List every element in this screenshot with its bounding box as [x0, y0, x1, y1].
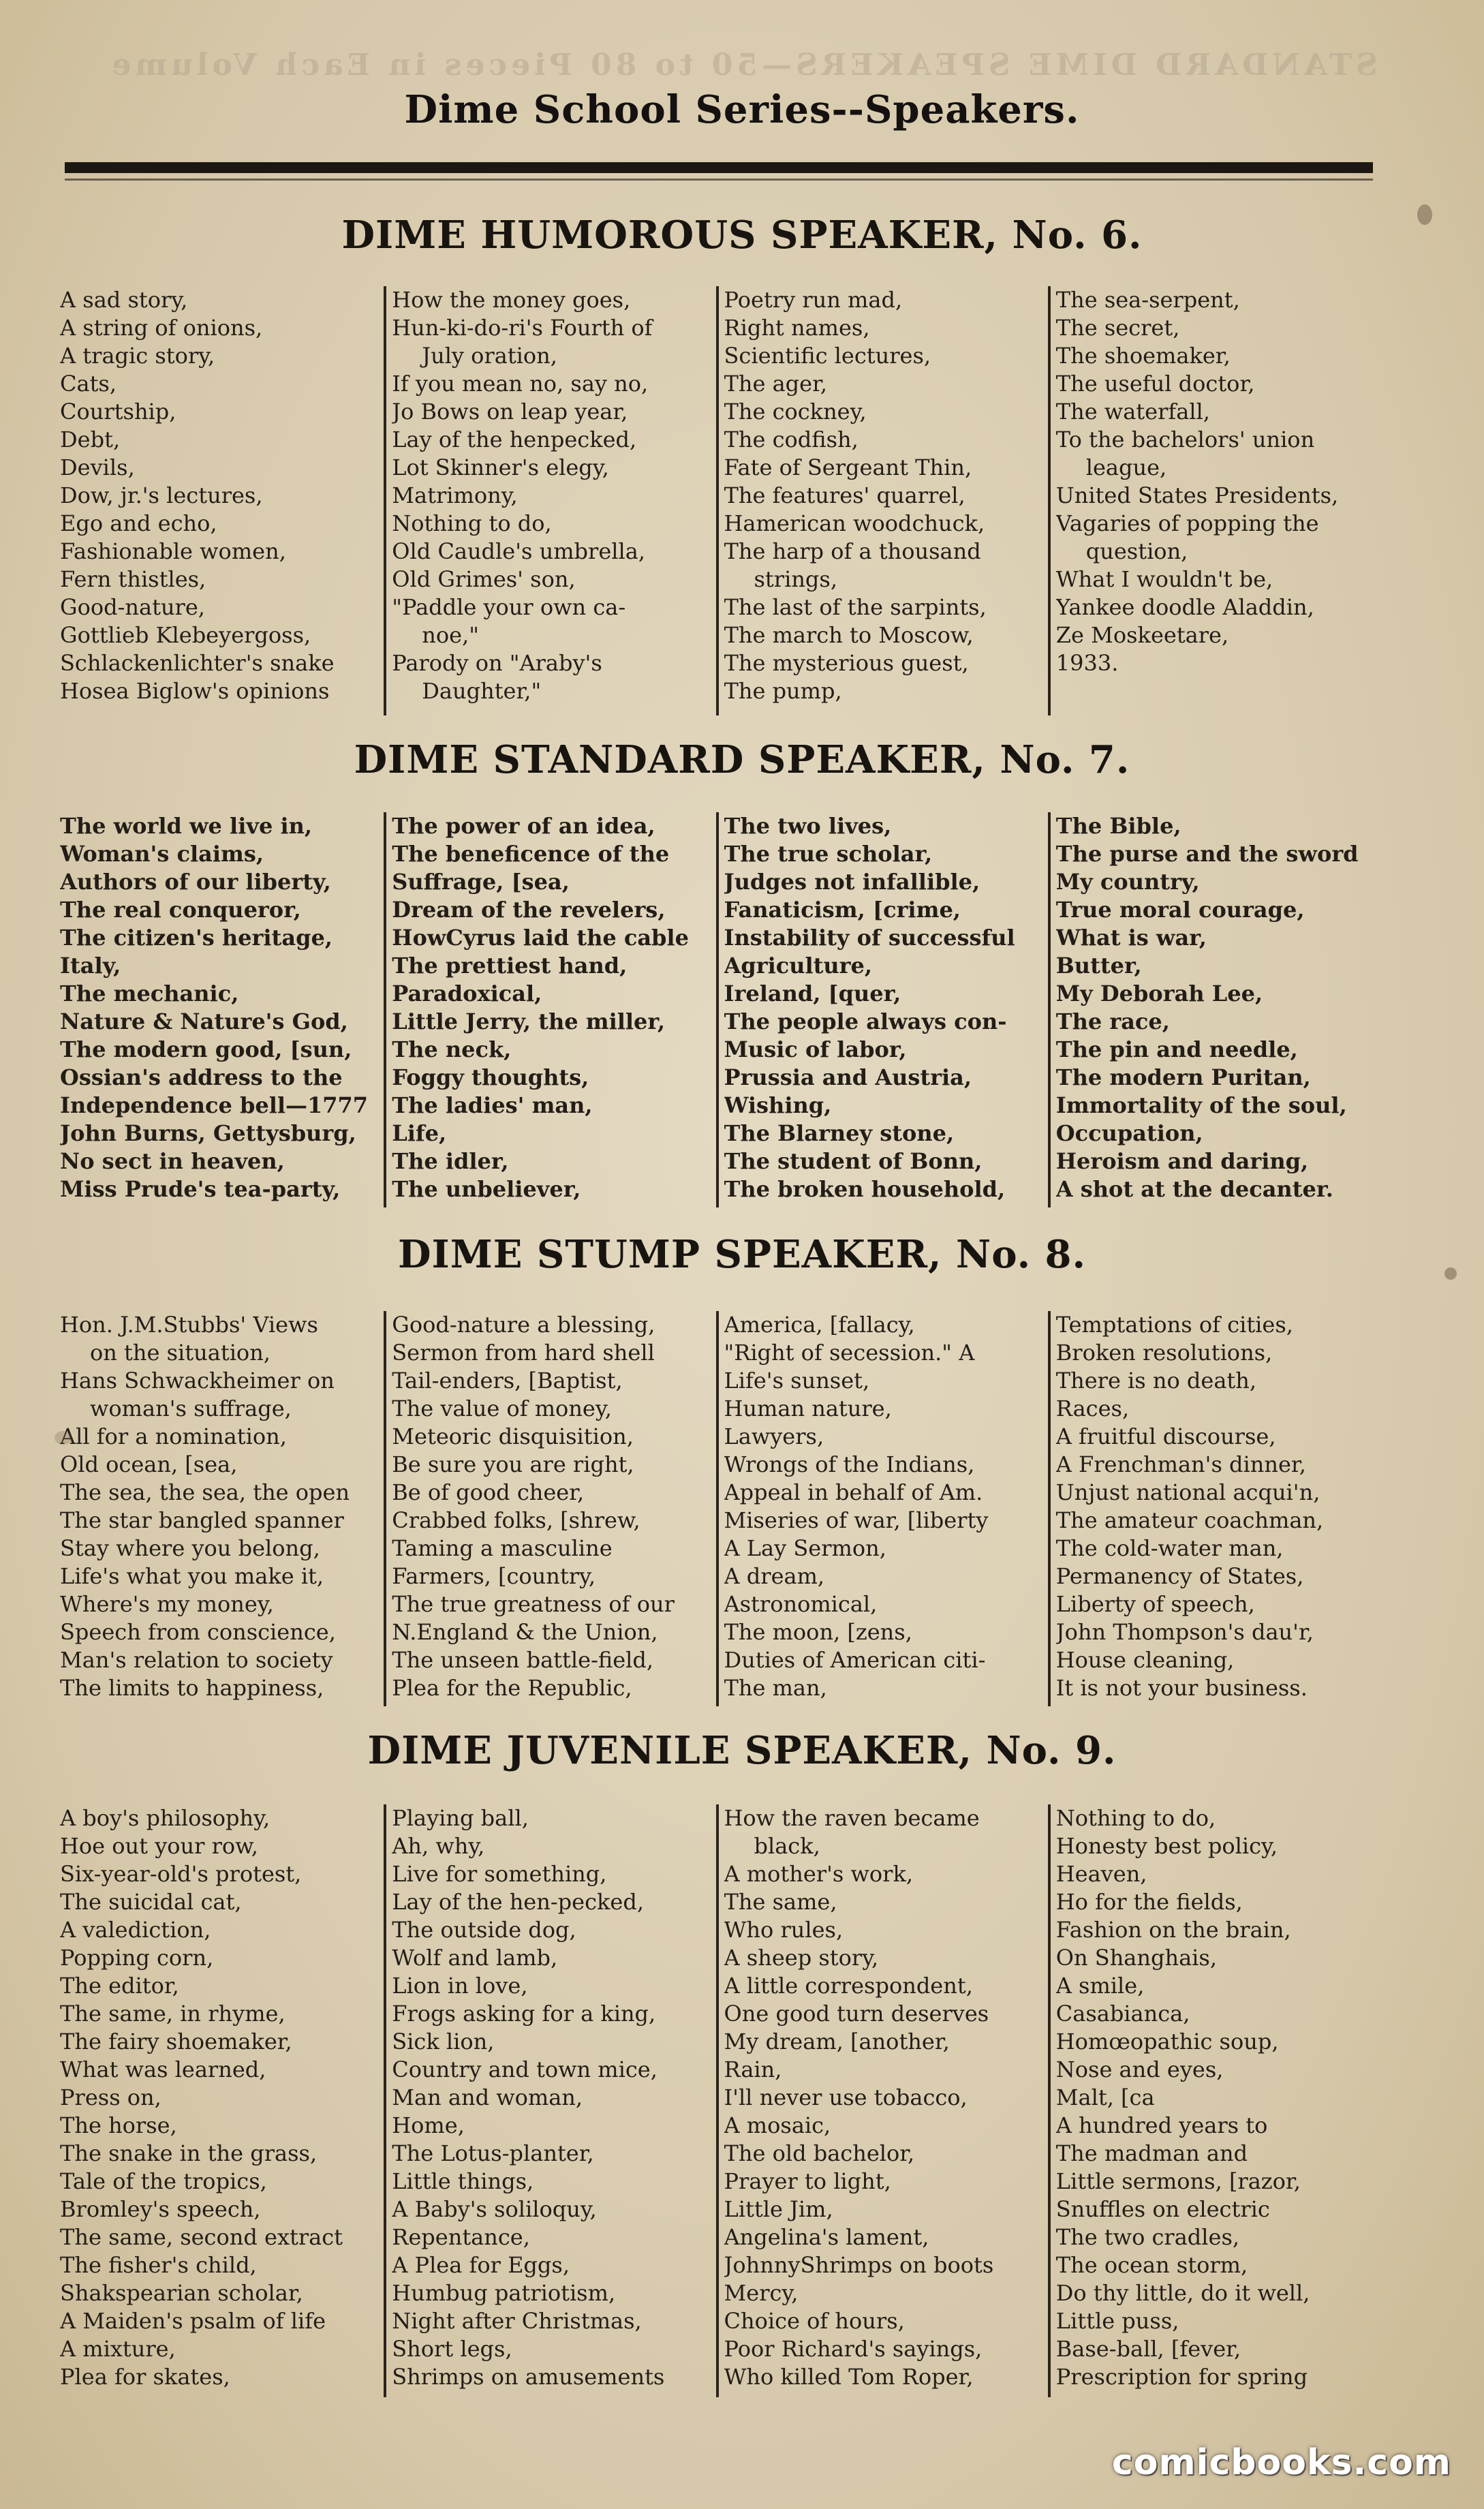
speech-title: Meteoric disquisition, [392, 1423, 634, 1449]
speech-title: Crabbed folks, [shrew, [392, 1507, 640, 1533]
speech-title: The ocean storm, [1055, 2252, 1248, 2278]
speech-title: Hon. J.M.Stubbs' Views [60, 1312, 318, 1338]
speech-title: JohnnyShrimps on boots [724, 2252, 994, 2278]
speech-title: Lay of the hen-pecked, [392, 1889, 644, 1915]
speech-title: Where's my money, [60, 1591, 274, 1617]
title-column [55, 812, 386, 1207]
speech-title: Judges not infallible, [724, 869, 980, 895]
speech-title: Liberty of speech, [1055, 1591, 1255, 1617]
speech-title: Temptations of cities, [1055, 1312, 1293, 1338]
speech-title: Heroism and daring, [1055, 1148, 1309, 1174]
speech-title: Frogs asking for a king, [392, 2001, 656, 2027]
speech-title: A dream, [724, 1563, 825, 1589]
speech-title: Wishing, [724, 1092, 832, 1118]
speech-title: Ireland, [quer, [724, 981, 901, 1006]
speech-title: Wrongs of the Indians, [724, 1451, 975, 1477]
speech-title: Life's sunset, [724, 1368, 870, 1394]
speech-title: Man and woman, [392, 2084, 583, 2110]
speech-title: Schlackenlichter's snake [60, 650, 335, 676]
speech-title: Authors of our liberty, [60, 869, 331, 895]
speech-title: Jo Bows on leap year, [392, 399, 628, 425]
speech-title: Choice of hours, [724, 2308, 905, 2334]
title-column [55, 286, 386, 715]
speech-title: Hamerican woodchuck, [724, 510, 985, 536]
speech-title: Press on, [60, 2084, 161, 2110]
speech-title: Shakspearian scholar, [60, 2280, 303, 2306]
speech-title: Popping corn, [60, 1945, 214, 1971]
speech-title: Sick lion, [392, 2029, 495, 2054]
speech-title: The march to Moscow, [724, 622, 974, 648]
speech-title: Daughter," [422, 678, 542, 704]
speech-title: The beneficence of the [392, 841, 670, 867]
header-rule [65, 162, 1373, 173]
speech-title: Dream of the revelers, [392, 897, 666, 923]
speech-title: The race, [1055, 1009, 1170, 1034]
speech-title: A smile, [1055, 1973, 1145, 1999]
speech-title: Duties of American citi- [724, 1647, 986, 1673]
speech-title: A Baby's soliloquy, [392, 2196, 597, 2222]
speech-title: Tale of the tropics, [60, 2168, 267, 2194]
speech-title: Immortality of the soul, [1055, 1092, 1347, 1118]
speech-title: There is no death, [1055, 1368, 1257, 1394]
speech-title: The purse and the sword [1055, 841, 1359, 867]
title-column [55, 1311, 386, 1706]
speech-title: The unbeliever, [392, 1176, 581, 1202]
speech-title: True moral courage, [1055, 897, 1305, 923]
speech-title: Astronomical, [724, 1591, 878, 1617]
speech-title: A shot at the decanter. [1055, 1176, 1333, 1202]
title-column [386, 1804, 718, 2397]
speech-title: The pin and needle, [1055, 1036, 1298, 1062]
speech-title: The limits to happiness, [60, 1675, 324, 1701]
speech-title: House cleaning, [1055, 1647, 1235, 1673]
speech-title: The people always con- [724, 1009, 1007, 1034]
speech-title: Dow, jr.'s lectures, [60, 482, 263, 508]
speech-title: Butter, [1055, 953, 1142, 979]
speech-title: Old ocean, [sea, [60, 1451, 238, 1477]
speech-title: "Right of secession." A [724, 1340, 975, 1366]
speech-title: The fairy shoemaker, [60, 2029, 292, 2054]
speech-title: Paradoxical, [392, 981, 542, 1006]
speech-title: A little correspondent, [724, 1973, 973, 1999]
speech-title: Man's relation to society [60, 1647, 333, 1673]
speech-title: Permanency of States, [1055, 1563, 1304, 1589]
speech-title: Humbug patriotism, [392, 2280, 616, 2306]
speech-title: The Bible, [1055, 813, 1181, 839]
speech-title: Prescription for spring [1055, 2364, 1308, 2390]
speech-title: A valediction, [60, 1917, 211, 1943]
speech-title: Suffrage, [sea, [392, 869, 570, 895]
speech-title: Fashionable women, [60, 538, 286, 564]
speech-title: The modern Puritan, [1055, 1064, 1311, 1090]
speech-title: Mercy, [724, 2280, 799, 2306]
speech-title: What is war, [1055, 925, 1207, 951]
title-column [719, 286, 1051, 715]
speech-title: Woman's claims, [60, 841, 264, 867]
speech-title: The real conqueror, [60, 897, 301, 923]
header-rule-thin [65, 179, 1373, 181]
speech-title: A sheep story, [724, 1945, 879, 1971]
speech-title: Ze Moskeetare, [1055, 622, 1229, 648]
speech-title: Live for something, [392, 1861, 607, 1887]
speech-title: The shoemaker, [1055, 343, 1231, 369]
speech-title: Angelina's lament, [724, 2224, 929, 2250]
speech-title: Base-ball, [fever, [1055, 2336, 1241, 2362]
speech-title: Playing ball, [392, 1805, 529, 1831]
speech-title: Courtship, [60, 399, 176, 425]
speech-title: Farmers, [country, [392, 1563, 596, 1589]
speech-title: My dream, [another, [724, 2029, 950, 2054]
speech-title: Who killed Tom Roper, [724, 2364, 974, 2390]
speech-title: Gottlieb Klebeyergoss, [60, 622, 311, 648]
speech-title: Parody on "Araby's [392, 650, 602, 676]
speech-title: Poetry run mad, [724, 287, 903, 313]
speech-title: Races, [1055, 1396, 1130, 1421]
speech-title: strings, [754, 566, 837, 592]
speech-title: A hundred years to [1055, 2112, 1268, 2138]
title-column [55, 1804, 386, 2397]
speech-title: John Thompson's dau'r, [1055, 1619, 1314, 1645]
speech-title: The editor, [60, 1973, 179, 1999]
speech-title: Italy, [60, 953, 121, 979]
speech-title: Six-year-old's protest, [60, 1861, 302, 1887]
speech-title: Devils, [60, 455, 135, 480]
speech-title: A string of onions, [60, 315, 263, 341]
speech-title: Good-nature a blessing, [392, 1312, 655, 1338]
speech-title: The useful doctor, [1055, 371, 1255, 397]
title-column [719, 812, 1051, 1207]
speech-title: question, [1085, 538, 1188, 564]
speech-title: Stay where you belong, [60, 1535, 320, 1561]
section-title-stump: DIME STUMP SPEAKER, No. 8. [397, 1232, 1087, 1277]
speech-title: The features' quarrel, [724, 482, 965, 508]
speech-title: The same, in rhyme, [60, 2001, 285, 2027]
speech-title: Debt, [60, 427, 121, 452]
speech-title: Malt, [ca [1055, 2084, 1155, 2110]
speech-title: Be sure you are right, [392, 1451, 634, 1477]
speech-title: 1933. [1055, 650, 1119, 676]
speech-title: The Lotus-planter, [392, 2140, 594, 2166]
speech-title: The old bachelor, [724, 2140, 915, 2166]
speech-title: Bromley's speech, [60, 2196, 261, 2222]
speech-title: The last of the sarpints, [724, 594, 987, 620]
paper-stain [55, 1431, 72, 1445]
speech-title: Hoe out your row, [60, 1833, 258, 1859]
speech-title: Country and town mice, [392, 2057, 658, 2082]
speech-title: Human nature, [724, 1396, 892, 1421]
speech-title: Speech from conscience, [60, 1619, 336, 1645]
speech-title: The citizen's heritage, [60, 925, 333, 951]
speech-title: The man, [724, 1675, 827, 1701]
speech-title: The cold-water man, [1055, 1535, 1284, 1561]
speech-title: The sea-serpent, [1055, 287, 1240, 313]
speech-title: Lay of the henpecked, [392, 427, 637, 452]
speech-title: Good-nature, [60, 594, 205, 620]
speech-title: "Paddle your own ca- [392, 594, 626, 620]
speech-title: What was learned, [60, 2057, 266, 2082]
speech-title: The harp of a thousand [724, 538, 981, 564]
speech-title: The fisher's child, [60, 2252, 257, 2278]
speech-title: The same, [724, 1889, 837, 1915]
speech-title: The modern good, [sun, [60, 1036, 352, 1062]
speech-title: A fruitful discourse, [1055, 1423, 1276, 1449]
speech-title: Ho for the fields, [1055, 1889, 1243, 1915]
speech-title: Unjust national acqui'n, [1055, 1479, 1320, 1505]
speech-title: The mysterious guest, [724, 650, 969, 676]
section-grid-standard [55, 812, 1380, 1207]
speech-title: Lion in love, [392, 1973, 528, 1999]
speech-title: Poor Richard's sayings, [724, 2336, 983, 2362]
speech-title: Short legs, [392, 2336, 512, 2362]
speech-title: Fern thistles, [60, 566, 206, 592]
speech-title: Old Caudle's umbrella, [392, 538, 645, 564]
speech-title: A mother's work, [724, 1861, 913, 1887]
bleed-through-text: STANDARD DIME SPEAKERS—50 to 80 Pieces in Each Volume [108, 48, 1378, 82]
speech-title: Nothing to do, [1055, 1805, 1216, 1831]
section-title-standard: DIME STANDARD SPEAKER, No. 7. [354, 737, 1130, 782]
speech-title: Nature & Nature's God, [60, 1009, 348, 1034]
title-column [1051, 286, 1380, 715]
speech-title: The star bangled spanner [60, 1507, 344, 1533]
speech-title: If you mean no, say no, [392, 371, 649, 397]
speech-title: Plea for skates, [60, 2364, 230, 2390]
speech-title: Sermon from hard shell [392, 1340, 655, 1366]
speech-title: Little things, [392, 2168, 534, 2194]
speech-title: The two lives, [724, 813, 892, 839]
speech-title: The true greatness of our [392, 1591, 675, 1617]
speech-title: The world we live in, [60, 813, 313, 839]
speech-title: Hosea Biglow's opinions [60, 678, 330, 704]
speech-title: No sect in heaven, [60, 1148, 285, 1174]
speech-title: Foggy thoughts, [392, 1064, 589, 1090]
speech-title: Heaven, [1055, 1861, 1147, 1887]
speech-title: What I wouldn't be, [1055, 566, 1273, 592]
speech-title: Miseries of war, [liberty [724, 1507, 989, 1533]
speech-title: Little puss, [1055, 2308, 1179, 2334]
speech-title: All for a nomination, [60, 1423, 287, 1449]
speech-title: Vagaries of popping the [1055, 510, 1319, 536]
title-column [1051, 812, 1380, 1207]
speech-title: Little Jim, [724, 2196, 833, 2222]
speech-title: A Frenchman's dinner, [1055, 1451, 1306, 1477]
speech-title: Tail-enders, [Baptist, [392, 1368, 623, 1394]
speech-title: The madman and [1055, 2140, 1248, 2166]
title-column [386, 812, 718, 1207]
speech-title: Fate of Sergeant Thin, [724, 455, 972, 480]
paper-stain [1417, 204, 1432, 225]
speech-title: Appeal in behalf of Am. [724, 1479, 983, 1505]
speech-title: A Lay Sermon, [724, 1535, 886, 1561]
speech-title: Home, [392, 2112, 465, 2138]
title-column [1051, 1804, 1380, 2397]
speech-title: The pump, [724, 678, 842, 704]
speech-title: Instability of successful [724, 925, 1015, 951]
speech-title: Occupation, [1055, 1120, 1203, 1146]
section-grid-juvenile [55, 1804, 1380, 2397]
speech-title: The two cradles, [1055, 2224, 1240, 2250]
speech-title: Little Jerry, the miller, [392, 1009, 666, 1034]
speech-title: on the situation, [90, 1340, 270, 1366]
title-column [386, 1311, 718, 1706]
speech-title: Scientific lectures, [724, 343, 931, 369]
speech-title: Matrimony, [392, 482, 518, 508]
speech-title: Life, [392, 1120, 447, 1146]
speech-title: The ager, [724, 371, 828, 397]
speech-title: Do thy little, do it well, [1055, 2280, 1310, 2306]
speech-title: Lot Skinner's elegy, [392, 455, 609, 480]
speech-title: John Burns, Gettysburg, [60, 1120, 356, 1146]
speech-title: The secret, [1055, 315, 1180, 341]
speech-title: A Maiden's psalm of life [60, 2308, 326, 2334]
watermark-logo: comicbooks.com [1111, 2442, 1451, 2483]
speech-title: The horse, [60, 2112, 177, 2138]
speech-title: It is not your business. [1055, 1675, 1308, 1701]
speech-title: On Shanghais, [1055, 1945, 1217, 1971]
speech-title: To the bachelors' union [1055, 427, 1315, 452]
speech-title: The same, second extract [60, 2224, 343, 2250]
speech-title: A tragic story, [60, 343, 215, 369]
speech-title: Homœopathic soup, [1055, 2029, 1279, 2054]
speech-title: Hun-ki-do-ri's Fourth of [392, 315, 653, 341]
speech-title: I'll never use tobacco, [724, 2084, 968, 2110]
speech-title: Old Grimes' son, [392, 566, 576, 592]
speech-title: One good turn deserves [724, 2001, 989, 2027]
speech-title: Life's what you make it, [60, 1563, 324, 1589]
section-title-humorous: DIME HUMOROUS SPEAKER, No. 6. [341, 213, 1143, 258]
speech-title: Agriculture, [724, 953, 873, 979]
speech-title: Plea for the Republic, [392, 1675, 632, 1701]
speech-title: The moon, [zens, [724, 1619, 912, 1645]
speech-title: Repentance, [392, 2224, 530, 2250]
title-column [1051, 1311, 1380, 1706]
series-title: Dime School Series--Speakers. [404, 87, 1080, 132]
speech-title: July oration, [422, 343, 557, 369]
section-title-juvenile: DIME JUVENILE SPEAKER, No. 9. [367, 1728, 1117, 1773]
title-column [719, 1311, 1051, 1706]
speech-title: Yankee doodle Aladdin, [1055, 594, 1314, 620]
speech-title: Who rules, [724, 1917, 844, 1943]
speech-title: Taming a masculine [392, 1535, 613, 1561]
speech-title: The power of an idea, [392, 813, 655, 839]
speech-title: A Plea for Eggs, [392, 2252, 570, 2278]
section-grid-stump [55, 1311, 1380, 1706]
speech-title: black, [754, 1833, 820, 1859]
speech-title: How the raven became [724, 1805, 980, 1831]
speech-title: How the money goes, [392, 287, 631, 313]
speech-title: Independence bell—1777 [60, 1092, 369, 1118]
speech-title: noe," [422, 622, 479, 648]
speech-title: Ah, why, [392, 1833, 485, 1859]
section-grid-humorous [55, 286, 1380, 715]
speech-title: Rain, [724, 2057, 782, 2082]
speech-title: Honesty best policy, [1055, 1833, 1278, 1859]
speech-title: United States Presidents, [1055, 482, 1339, 508]
speech-title: HowCyrus laid the cable [392, 925, 689, 951]
speech-title: The broken household, [724, 1176, 1006, 1202]
speech-title: Ego and echo, [60, 510, 217, 536]
speech-title: Cats, [60, 371, 117, 397]
speech-title: Casabianca, [1055, 2001, 1190, 2027]
speech-title: A mixture, [60, 2336, 176, 2362]
speech-title: Miss Prude's tea-party, [60, 1176, 341, 1202]
speech-title: Fashion on the brain, [1055, 1917, 1291, 1943]
speech-title: Hans Schwackheimer on [60, 1368, 335, 1394]
speech-title: The mechanic, [60, 981, 239, 1006]
speech-title: Nose and eyes, [1055, 2057, 1224, 2082]
speech-title: Shrimps on amusements [392, 2364, 665, 2390]
speech-title: Snuffles on electric [1055, 2196, 1270, 2222]
speech-title: A mosaic, [724, 2112, 831, 2138]
speech-title: My Deborah Lee, [1055, 981, 1263, 1006]
speech-title: league, [1085, 455, 1167, 480]
speech-title: The codfish, [724, 427, 859, 452]
speech-title: Fanaticism, [crime, [724, 897, 961, 923]
speech-title: Prayer to light, [724, 2168, 891, 2194]
speech-title: The idler, [392, 1148, 509, 1174]
speech-title: N.England & the Union, [392, 1619, 658, 1645]
title-column [719, 1804, 1051, 2397]
speech-title: The snake in the grass, [60, 2140, 318, 2166]
speech-title: Nothing to do, [392, 510, 552, 536]
speech-title: Music of labor, [724, 1036, 907, 1062]
speech-title: woman's suffrage, [90, 1396, 292, 1421]
speech-title: The outside dog, [392, 1917, 576, 1943]
speech-title: The sea, the sea, the open [60, 1479, 350, 1505]
speech-title: Wolf and lamb, [392, 1945, 558, 1971]
speech-title: Ossian's address to the [60, 1064, 343, 1090]
speech-title: The ladies' man, [392, 1092, 593, 1118]
speech-title: The suicidal cat, [60, 1889, 242, 1915]
speech-title: The unseen battle-field, [392, 1647, 654, 1673]
speech-title: Night after Christmas, [392, 2308, 642, 2334]
speech-title: A boy's philosophy, [60, 1805, 270, 1831]
speech-title: The value of money, [392, 1396, 612, 1421]
paper-stain [1444, 1267, 1457, 1280]
speech-title: The neck, [392, 1036, 512, 1062]
speech-title: Prussia and Austria, [724, 1064, 972, 1090]
speech-title: My country, [1055, 869, 1200, 895]
speech-title: The prettiest hand, [392, 953, 628, 979]
speech-title: Lawyers, [724, 1423, 824, 1449]
speech-title: The Blarney stone, [724, 1120, 955, 1146]
speech-title: The amateur coachman, [1055, 1507, 1324, 1533]
speech-title: The cockney, [724, 399, 867, 425]
speech-title: The student of Bonn, [724, 1148, 983, 1174]
speech-title: Broken resolutions, [1055, 1340, 1273, 1366]
speech-title: Right names, [724, 315, 870, 341]
speech-title: Little sermons, [razor, [1055, 2168, 1301, 2194]
speech-title: Be of good cheer, [392, 1479, 585, 1505]
speech-title: The true scholar, [724, 841, 933, 867]
title-column [386, 286, 718, 715]
speech-title: A sad story, [60, 287, 188, 313]
speech-title: The waterfall, [1055, 399, 1210, 425]
speech-title: America, [fallacy, [724, 1312, 915, 1338]
